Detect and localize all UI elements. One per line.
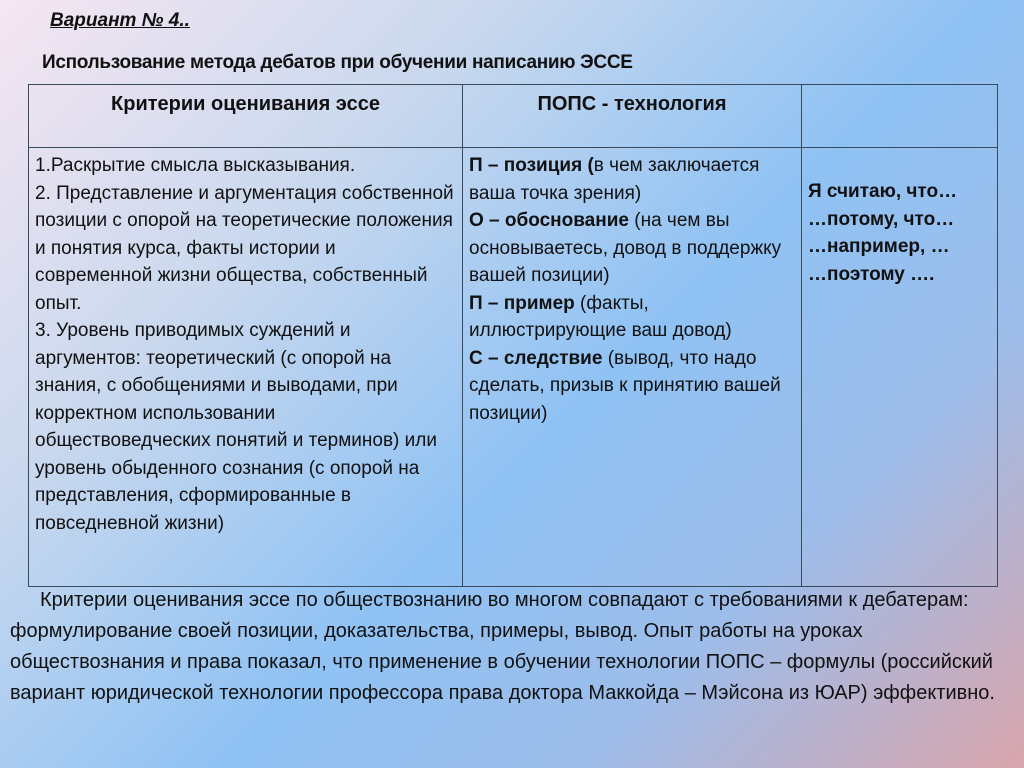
criterion-1: 1.Раскрытие смысла высказывания. xyxy=(35,155,356,176)
criterion-3: 3. Уровень приводимых суждений и аргументов: теоретический (с опорой на знания, с обобщениями и выводами, при корректном использовании обществоведческих понятий и терминов) или уровень обыденного сознания (с опорой на представления, сформированные в повседневной жизни) xyxy=(35,320,437,534)
header-empty xyxy=(802,85,998,148)
pops-position: П – позиция (в чем заключается ваша точка зрения) xyxy=(469,155,760,204)
pops-consequence: С – следствие (вывод, что надо сделать, призыв к принятию вашей позиции) xyxy=(469,347,781,424)
phrase-4: …поэтому …. xyxy=(808,263,935,285)
phrase-3: …например, … xyxy=(808,236,950,257)
header-criteria: Критерии оценивания эссе xyxy=(29,85,463,148)
table-row xyxy=(29,148,998,587)
table-header-row xyxy=(29,85,998,148)
variant-label: Вариант № 4.. xyxy=(50,10,190,31)
phrase-2: …потому, что… xyxy=(808,208,955,230)
header-pops: ПОПС - технология xyxy=(463,85,802,148)
criteria-cell xyxy=(29,148,463,587)
pops-example: П – пример (факты, иллюстрирующие ваш довод) xyxy=(469,292,732,341)
criteria-table xyxy=(28,84,998,587)
phrase-1: Я считаю, что… xyxy=(808,181,958,202)
pops-cell xyxy=(463,148,802,587)
criterion-2: 2. Представление и аргументация собственной позиции с опорой на теоретические положения и понятия курса, факты истории и современной жизни общества, собственный опыт. xyxy=(35,182,454,314)
phrases-cell xyxy=(802,148,998,587)
summary-paragraph: Критерии оценивания эссе по обществознанию во многом совпадают с требованиями к дебатерам: формулирование своей позиции, доказательства, примеры, вывод. Опыт работы на уроках обществознания и права показал, что применение в обучении технологии ПОПС – формулы (российский вариант юридической технологии профессора права доктора Маккойда – Мэйсона из ЮАР) эффективно. xyxy=(10,589,995,704)
slide-title: Использование метода дебатов при обучении написанию ЭССЕ xyxy=(42,52,633,73)
pops-justification: О – обоснование (на чем вы основываетесь, довод в поддержку вашей позиции) xyxy=(469,210,782,286)
